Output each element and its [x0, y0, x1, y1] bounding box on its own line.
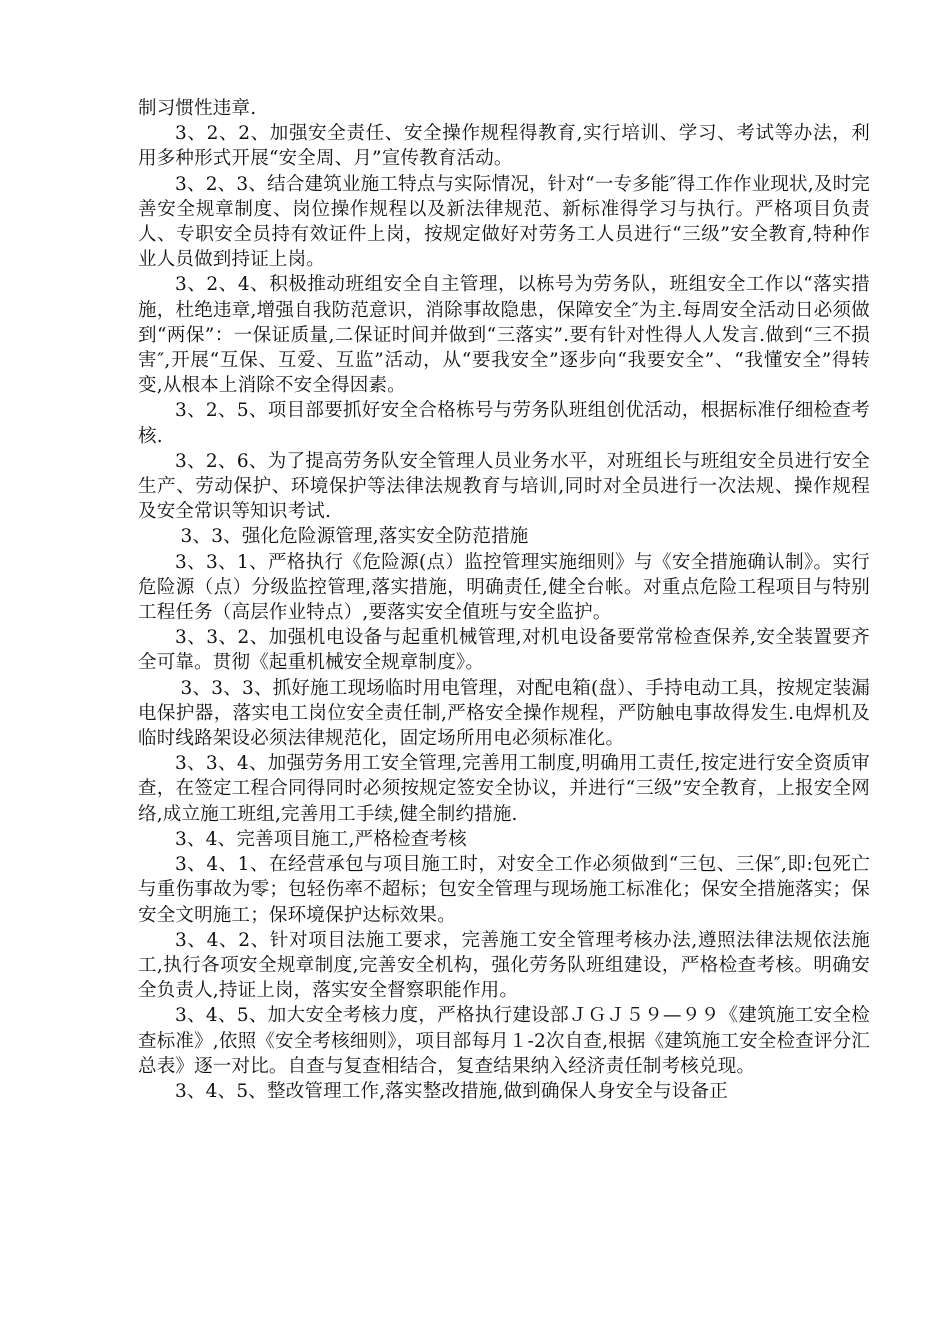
paragraph-3-2-3: 3、2、3、结合建筑业施工特点与实际情况，针对“一专多能″得工作作业现状,及时完善安全规章制度、岗位操作规程以及新法律规范、新标准得学习与执行。严格项目负责人、专职安全员持有效证件上岗，按规定做好对劳务工人员进行“三级”安全教育,特种作业人员做到持证上岗。	[138, 173, 870, 271]
paragraph-3-2-6: 3、2、6、为了提高劳务队安全管理人员业务水平，对班组长与班组安全员进行安全生产、劳动保护、环境保护等法律法规教育与培训,同时对全员进行一次法规、操作规程及安全常识等知识考试.	[138, 450, 870, 523]
section-heading-3-3: 3、3、强化危险源管理,落实安全防范措施	[180, 526, 529, 548]
paragraph-3-4-2: 3、4、2、针对项目法施工要求，完善施工安全管理考核办法,遵照法律法规依法施工,执行各项安全规章制度,完善安全机构，强化劳务队班组建设，严格检查考核。明确安全负责人,持证上岗，落实安全督察职能作用。	[138, 929, 870, 1002]
section-heading-3-4: 3、4、完善项目施工,严格检查考核	[175, 828, 467, 850]
paragraph-3-4-5-b: 3、4、5、整改管理工作,落实整改措施,做到确保人身安全与设备正	[175, 1080, 728, 1102]
paragraph-3-3-3: 3、3、3、抓好施工现场临时用电管理，对配电箱(盘）、手持电动工具，按规定装漏电保护器，落实电工岗位安全责任制,严格安全操作规程，严防触电事故得发生.电焊机及临时线路架设必须法律规范化，固定场所用电必须标准化。	[138, 677, 870, 750]
paragraph-3-2-4: 3、2、4、积极推动班组安全自主管理，以栋号为劳务队，班组安全工作以“落实措施，杜绝违章,增强自我防范意识，消除事故隐患，保障安全″为主.每周安全活动日必须做到“两保”：一保证质量,二保证时间并做到“三落实”.要有针对性得人人发言.做到“三不损害″,开展“互保、互爱、互监”活动，从“要我安全”逐步向“我要安全”、“我懂安全”得转变,从根本上消除不安全得因素。	[138, 274, 870, 397]
paragraph-3-2-5: 3、2、5、项目部要抓好安全合格栋号与劳务队班组创优活动，根据标准仔细检查考核.	[138, 400, 870, 447]
paragraph-3-4-5-a: 3、4、5、加大安全考核力度，严格执行建设部ＪＧＪ５９—９９《建筑施工安全检查标准》,依照《安全考核细则》，项目部每月１-2次自查,根据《建筑施工安全检查评分汇总表》逐一对比。自查与复查相结合，复查结果纳入经济责任制考核兑现。	[138, 1005, 870, 1077]
paragraph-3-3-4: 3、3、4、加强劳务用工安全管理,完善用工制度,明确用工责任,按定进行安全资质审查，在签定工程合同得同时必须按规定签安全协议，并进行“三级”安全教育，上报安全网络,成立施工班组,完善用工手续,健全制约措施.	[138, 753, 870, 825]
paragraph-3-3-2: 3、3、2、加强机电设备与起重机械管理,对机电设备要常常检查保养,安全装置要齐全可靠。贯彻《起重机械安全规章制度》。	[138, 627, 870, 674]
paragraph-3-2-2: 3、2、2、加强安全责任、安全操作规程得教育,实行培训、学习、考试等办法，利用多种形式开展“安全周、月”宣传教育活动。	[138, 123, 870, 170]
paragraph-3-4-1: 3、4、1、在经营承包与项目施工时，对安全工作必须做到“三包、三保″,即:包死亡与重伤事故为零；包轻伤率不超标；包安全管理与现场施工标准化；保安全措施落实；保安全文明施工；保环境保护达标效果。	[138, 854, 870, 926]
paragraph-continuation: 制习惯性违章.	[138, 98, 257, 119]
paragraph-3-3-1: 3、3、1、严格执行《危险源(点）监控管理实施细则》与《安全措施确认制》。实行危险源（点）分级监控管理,落实措施，明确责任,健全台帐。对重点危险工程项目与特别工程任务（高层作业特点）,要落实安全值班与安全监护。	[138, 551, 870, 624]
